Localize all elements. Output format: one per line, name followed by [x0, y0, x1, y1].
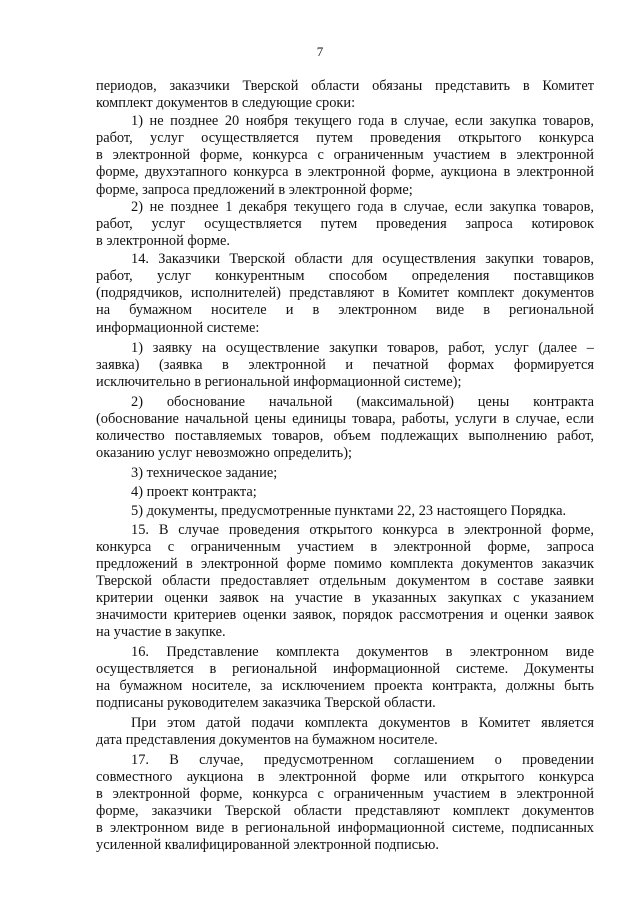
text-line: (обоснование начальной цены единицы товара, работы, услуги в случае, если — [96, 411, 594, 427]
text-line: в электронной форме, конкурса с ограниченным участием в электронной — [96, 147, 594, 163]
text-line: форме, заказчики Тверской области представляют комплект документов — [96, 803, 594, 819]
text-line: 16. Представление комплекта документов в электронном виде — [131, 644, 594, 660]
text-line: форме, запроса предложений в электронной форме; — [96, 182, 413, 198]
text-line: количество поставляемых товаров, объем подлежащих выполнению работ, — [96, 428, 594, 444]
text-line: совместного аукциона в электронной форме или открытого конкурса — [96, 769, 594, 785]
text-line: предложений в электронной форме помимо комплекта документов заказчик — [96, 556, 594, 572]
text-line: на бумажном носителе, за исключением проекта контракта, должны быть — [96, 678, 594, 694]
text-line: комплект документов в следующие сроки: — [96, 95, 356, 111]
text-line: 5) документы, предусмотренные пунктами 22, 23 настоящего Порядка. — [131, 503, 567, 519]
text-line: заявка) (заявка в электронной и печатной формах формируется — [96, 357, 594, 373]
text-line: форме, двухэтапного конкурса в электронной форме, аукциона в электронной — [96, 164, 594, 180]
text-line: 1) не позднее 20 ноября текущего года в случае, если закупка товаров, — [131, 113, 594, 129]
text-line: исключительно в региональной информационной системе); — [96, 374, 462, 390]
text-line: 1) заявку на осуществление закупки товаров, работ, услуг (далее – — [131, 340, 594, 356]
text-line: 4) проект контракта; — [131, 484, 257, 500]
text-line: 3) техническое задание; — [131, 465, 278, 481]
text-line: (подрядчиков, исполнителей) представляют в Комитет комплект документов — [96, 285, 594, 301]
text-line: на участие в закупке. — [96, 624, 226, 640]
text-line: осуществляется в региональной информационной системе. Документы — [96, 661, 594, 677]
text-line: оказанию услуг невозможно определить); — [96, 445, 353, 461]
text-line: дата представления документов на бумажном носителе. — [96, 732, 438, 748]
text-line: работ, услуг осуществляется путем проведения запроса котировок — [96, 216, 594, 232]
text-line: периодов, заказчики Тверской области обязаны представить в Комитет — [96, 78, 594, 94]
text-line: значимости критериев оценки заявок, порядок рассмотрения и оценки заявок — [96, 607, 594, 623]
text-line: в электронной форме, конкурса с ограниченным участием в электронной — [96, 786, 594, 802]
text-line: 2) не позднее 1 декабря текущего года в случае, если закупка товаров, — [131, 199, 594, 215]
text-line: 17. В случае, предусмотренном соглашением о проведении — [131, 752, 594, 768]
text-line: усиленной квалифицированной электронной подписью. — [96, 837, 439, 853]
text-line: работ, услуг конкурентным способом определения поставщиков — [96, 268, 594, 284]
text-line: на бумажном носителе и в электронном виде в региональной — [96, 302, 594, 318]
text-line: Тверской области предоставляет отдельным документом в составе заявки — [96, 573, 594, 589]
text-line: в электронной форме. — [96, 233, 231, 249]
text-line: подписаны руководителем заказчика Тверской области. — [96, 695, 436, 711]
text-line: критерии оценки заявок на участие в указанных закупках с указанием — [96, 590, 594, 606]
text-line: в электронном виде в региональной информационной системе, подписанных — [96, 820, 594, 836]
text-line: 15. В случае проведения открытого конкурса в электронной форме, — [131, 522, 594, 538]
text-line: При этом датой подачи комплекта документов в Комитет является — [131, 715, 594, 731]
text-line: 2) обоснование начальной (максимальной) цены контракта — [131, 394, 594, 410]
page-number: 7 — [316, 44, 324, 59]
text-line: конкурса с ограниченным участием в электронной форме, запроса — [96, 539, 594, 555]
text-line: работ, услуг осуществляется путем проведения открытого конкурса — [96, 130, 594, 146]
text-line: 14. Заказчики Тверской области для осуществления закупки товаров, — [131, 251, 594, 267]
text-line: информационной системе: — [96, 320, 260, 336]
